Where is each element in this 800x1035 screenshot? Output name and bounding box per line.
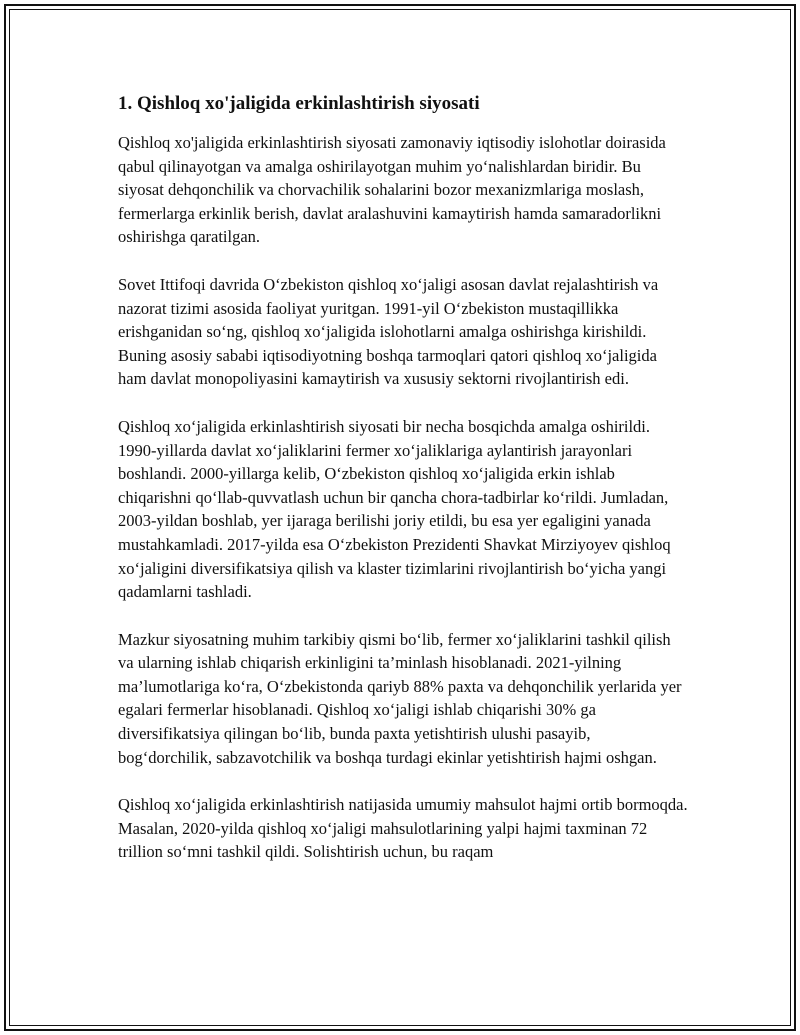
document-page (118, 90, 688, 990)
section-title: 1. Qishloq xo'jaligida erkinlashtirish siyosati (118, 93, 480, 114)
paragraph-reform-stages: Qishloq xo‘jaligida erkinlashtirish siyosati bir necha bosqichda amalga oshirildi. 1990-yillarda davlat xo‘jaliklarini fermer xo‘jaliklariga aylantirish jarayonlari boshlandi. 2000-yillarga kelib, O‘zbekiston qishloq xo‘jaligida erkin ishlab chiqarishni qo‘llab-quvvatlash uchun bir qancha chora-tadbirlar ko‘rildi. Jumladan, 2003-yildan boshlab, yer ijaraga berilishi joriy etildi, bu esa yer egaligini yanada mustahkamladi. 2017-yilda esa O‘zbekiston Prezidenti Shavkat Mirziyoyev qishloq xo‘jaligini diversifikatsiya qilish va klaster tizimlarini rivojlantirish bo‘yicha yangi qadamlarni tashladi. (118, 416, 671, 602)
paragraph-farm-enterprises: Mazkur siyosatning muhim tarkibiy qismi bo‘lib, fermer xo‘jaliklarini tashkil qilish va ularning ishlab chiqarish erkinligini ta’minlash hisoblanadi. 2021-yilning ma’lumotlariga ko‘ra, O‘zbekistonda qariyb 88% paxta va dehqonchilik yerlarida yer egalari fermerlar hisoblanadi. Qishloq xo‘jaligi ishlab chiqarishi 30% ga diversifikatsiya qilingan bo‘lib, bunda paxta yetishtirish ulushi pasayib, bog‘dorchilik, sabzavotchilik va boshqa turdagi ekinlar yetishtirish hajmi oshgan. (118, 629, 682, 767)
paragraph-intro: Qishloq xo'jaligida erkinlashtirish siyosati zamonaviy iqtisodiy islohotlar doirasida qabul qilinayotgan va amalga oshirilayotgan muhim yo‘nalishlardan biridir. Bu siyosat dehqonchilik va chorvachilik sohalarini bozor mexanizmlariga moslash, fermerlarga erkinlik berish, davlat aralashuvini kamaytirish hamda samaradorlikni oshirishga qaratilgan. (118, 133, 666, 247)
paragraph-output-results: Qishloq xo‘jaligida erkinlashtirish natijasida umumiy mahsulot hajmi ortib bormoqda. Masalan, 2020-yilda qishloq xo‘jaligi mahsulotlarining yalpi hajmi taxminan 72 trillion so‘mni tashkil qildi. Solishtirish uchun, bu raqam (118, 795, 688, 862)
paragraph-soviet-era: Sovet Ittifoqi davrida O‘zbekiston qishloq xo‘jaligi asosan davlat rejalashtirish va nazorat tizimi asosida faoliyat yuritgan. 1991-yil O‘zbekiston mustaqillikka erishganidan so‘ng, qishloq xo‘jaligida islohotlarni amalga oshirishga kirishildi. Buning asosiy sababi iqtisodiyotning boshqa tarmoqlari qatori qishloq xo‘jaligida ham davlat monopoliyasini kamaytirish va xususiy sektorni rivojlantirish edi. (118, 274, 659, 389)
